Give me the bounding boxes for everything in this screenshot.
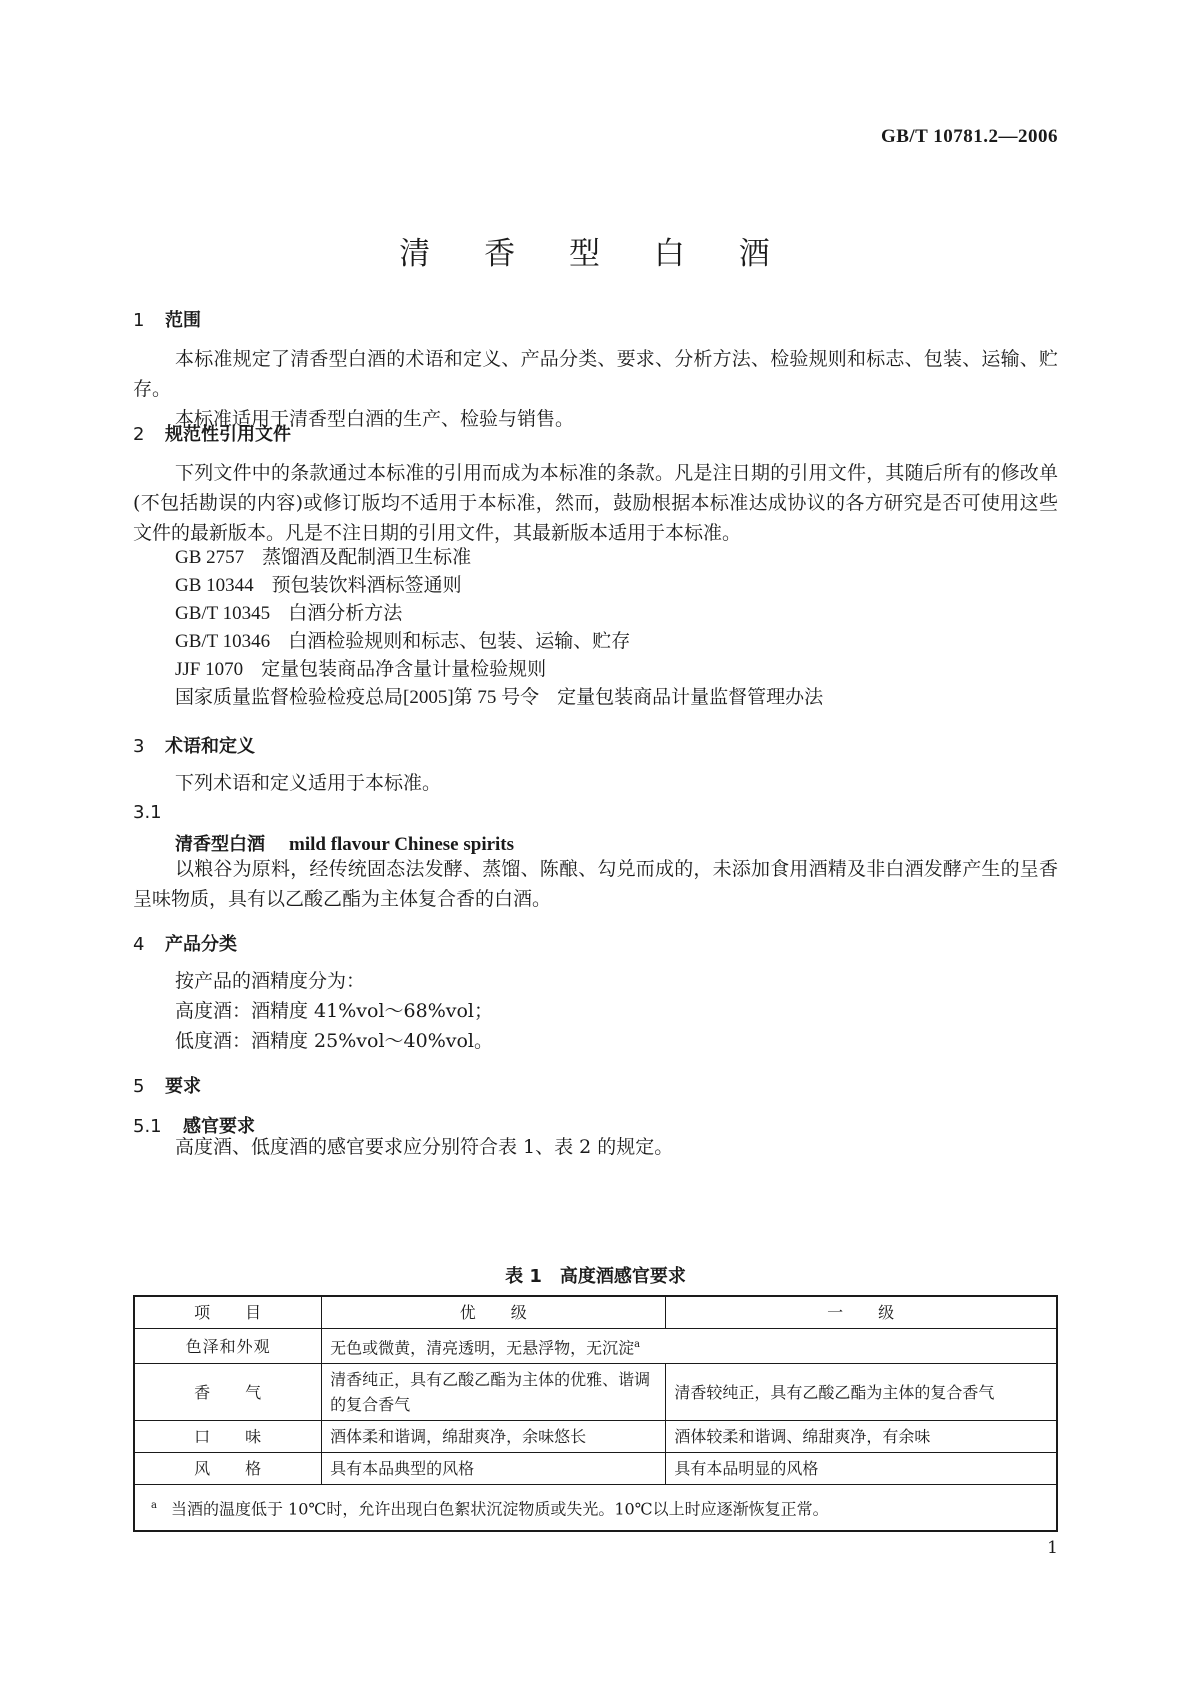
table-header-row: [134, 1296, 1057, 1329]
section-title: 范围: [165, 310, 201, 331]
premium-cell: 清香纯正，具有乙酸乙酯为主体的优雅、谐调的复合香气: [322, 1364, 666, 1421]
reference-title: 预包装饮料酒标签通则: [271, 574, 462, 596]
footnote-text: 当酒的温度低于 10℃时，允许出现白色絮状沉淀物质或失光。10℃以上时应逐渐恢复正常。: [170, 1499, 829, 1519]
reference-title: 白酒分析方法: [288, 602, 403, 624]
reference-title: 定量包装商品净含量计量检验规则: [261, 658, 547, 680]
table-header-cell: 优 级: [322, 1296, 666, 1329]
paragraph: 本标准规定了清香型白酒的术语和定义、产品分类、要求、分析方法、检验规则和标志、包装、运输、贮存。: [133, 348, 1058, 400]
reference-item: [175, 570, 462, 601]
section-2-heading: [133, 420, 291, 446]
first-grade-cell: 清香较纯正，具有乙酸乙酯为主体的复合香气: [666, 1364, 1057, 1421]
section-2-intro: [133, 458, 1058, 548]
section-3-intro: [133, 768, 1058, 798]
paragraph: 高度酒：酒精度 41%vol～68%vol；: [175, 1000, 494, 1022]
reference-item: [175, 542, 471, 573]
subsection-number: 5.1: [133, 1116, 162, 1137]
section-number: 5: [133, 1076, 145, 1097]
reference-code: GB/T 10346: [175, 631, 271, 652]
paragraph: 以粮谷为原料，经传统固态法发酵、蒸馏、陈酿、勾兑而成的，未添加食用酒精及非白酒发酵产生的呈香呈味物质，具有以乙酸乙酯为主体复合香的白酒。: [133, 858, 1058, 910]
paragraph: 下列术语和定义适用于本标准。: [175, 772, 442, 794]
term-chinese: 清香型白酒: [175, 834, 265, 855]
item-cell: 色泽和外观: [134, 1329, 322, 1364]
table-caption: 表 1 高度酒感官要求: [505, 1266, 686, 1287]
paragraph: 按产品的酒精度分为：: [175, 970, 366, 992]
table-row: [134, 1421, 1057, 1453]
reference-item: [175, 654, 546, 685]
table-row: [134, 1329, 1057, 1364]
section-title: 规范性引用文件: [165, 424, 291, 445]
reference-item: [175, 598, 402, 629]
table-footnote: [134, 1485, 1057, 1531]
table-row: [134, 1453, 1057, 1485]
table-header-cell: 项 目: [134, 1296, 322, 1329]
section-title: 要求: [165, 1076, 201, 1097]
reference-item: [175, 682, 823, 713]
item-cell: 口 味: [134, 1421, 322, 1453]
section-4-heading: [133, 930, 237, 956]
table-footnote-row: [134, 1485, 1057, 1531]
reference-code: GB 10344: [175, 575, 254, 596]
cell-text: 无色或微黄，清亮透明，无悬浮物，无沉淀: [330, 1338, 635, 1358]
premium-cell: 具有本品典型的风格: [322, 1453, 666, 1485]
section-number: 2: [133, 424, 145, 445]
subsection-number: 3.1: [133, 802, 162, 823]
reference-title: 蒸馏酒及配制酒卫生标准: [262, 546, 472, 568]
paragraph: 低度酒：酒精度 25%vol～40%vol。: [175, 1030, 494, 1052]
footnote-marker: a: [151, 1500, 157, 1512]
table-row: [134, 1364, 1057, 1421]
reference-code: GB/T 10345: [175, 603, 271, 624]
reference-item: [175, 626, 630, 657]
section-4-body: [133, 966, 1058, 1056]
paragraph: 高度酒、低度酒的感官要求应分别符合表 1、表 2 的规定。: [175, 1136, 674, 1158]
premium-cell: 酒体柔和谐调，绵甜爽净，余味悠长: [322, 1421, 666, 1453]
item-cell: 香 气: [134, 1364, 322, 1421]
section-1-heading: [133, 306, 201, 332]
reference-title: 白酒检验规则和标志、包装、运输、贮存: [288, 630, 631, 652]
section-3-heading: [133, 732, 255, 758]
footnote-marker: a: [634, 1339, 641, 1350]
term-english: mild flavour Chinese spirits: [289, 834, 515, 855]
section-title: 产品分类: [165, 934, 237, 955]
section-number: 3: [133, 736, 145, 757]
value-cell: [322, 1329, 1057, 1364]
section-5-heading: [133, 1072, 201, 1098]
section-title: 术语和定义: [165, 736, 255, 757]
document-title: 清 香 型 白 酒: [399, 236, 792, 272]
reference-code: 国家质量监督检验检疫总局[2005]第 75 号令: [175, 687, 540, 708]
reference-code: JJF 1070: [175, 659, 244, 680]
term-definition: [133, 854, 1058, 914]
paragraph: 下列文件中的条款通过本标准的引用而成为本标准的条款。凡是注日期的引用文件，其随后所有的修改单(不包括勘误的内容)或修订版均不适用于本标准，然而，鼓励根据本标准达成协议的各方研究是否可使用这些文件的最新版本。凡是不注日期的引用文件，其最新版本适用于本标准。: [133, 462, 1058, 544]
term-entry: [175, 830, 514, 856]
item-cell: 风 格: [134, 1453, 322, 1485]
section-number: 1: [133, 310, 145, 331]
reference-title: 定量包装商品计量监督管理办法: [557, 686, 824, 708]
table-header-cell: 一 级: [666, 1296, 1057, 1329]
page-number: 1: [1047, 1538, 1058, 1558]
standard-number: GB/T 10781.2—2006: [880, 126, 1058, 147]
paragraph: 本标准适用于清香型白酒的生产、检验与销售。: [175, 408, 575, 430]
reference-code: GB 2757: [175, 547, 245, 568]
first-grade-cell: 具有本品明显的风格: [666, 1453, 1057, 1485]
first-grade-cell: 酒体较柔和谐调、绵甜爽净，有余味: [666, 1421, 1057, 1453]
section-5-intro: [133, 1132, 1058, 1162]
section-number: 4: [133, 934, 145, 955]
subsection-title: 感官要求: [183, 1116, 255, 1137]
sensory-requirements-table: [133, 1295, 1058, 1532]
